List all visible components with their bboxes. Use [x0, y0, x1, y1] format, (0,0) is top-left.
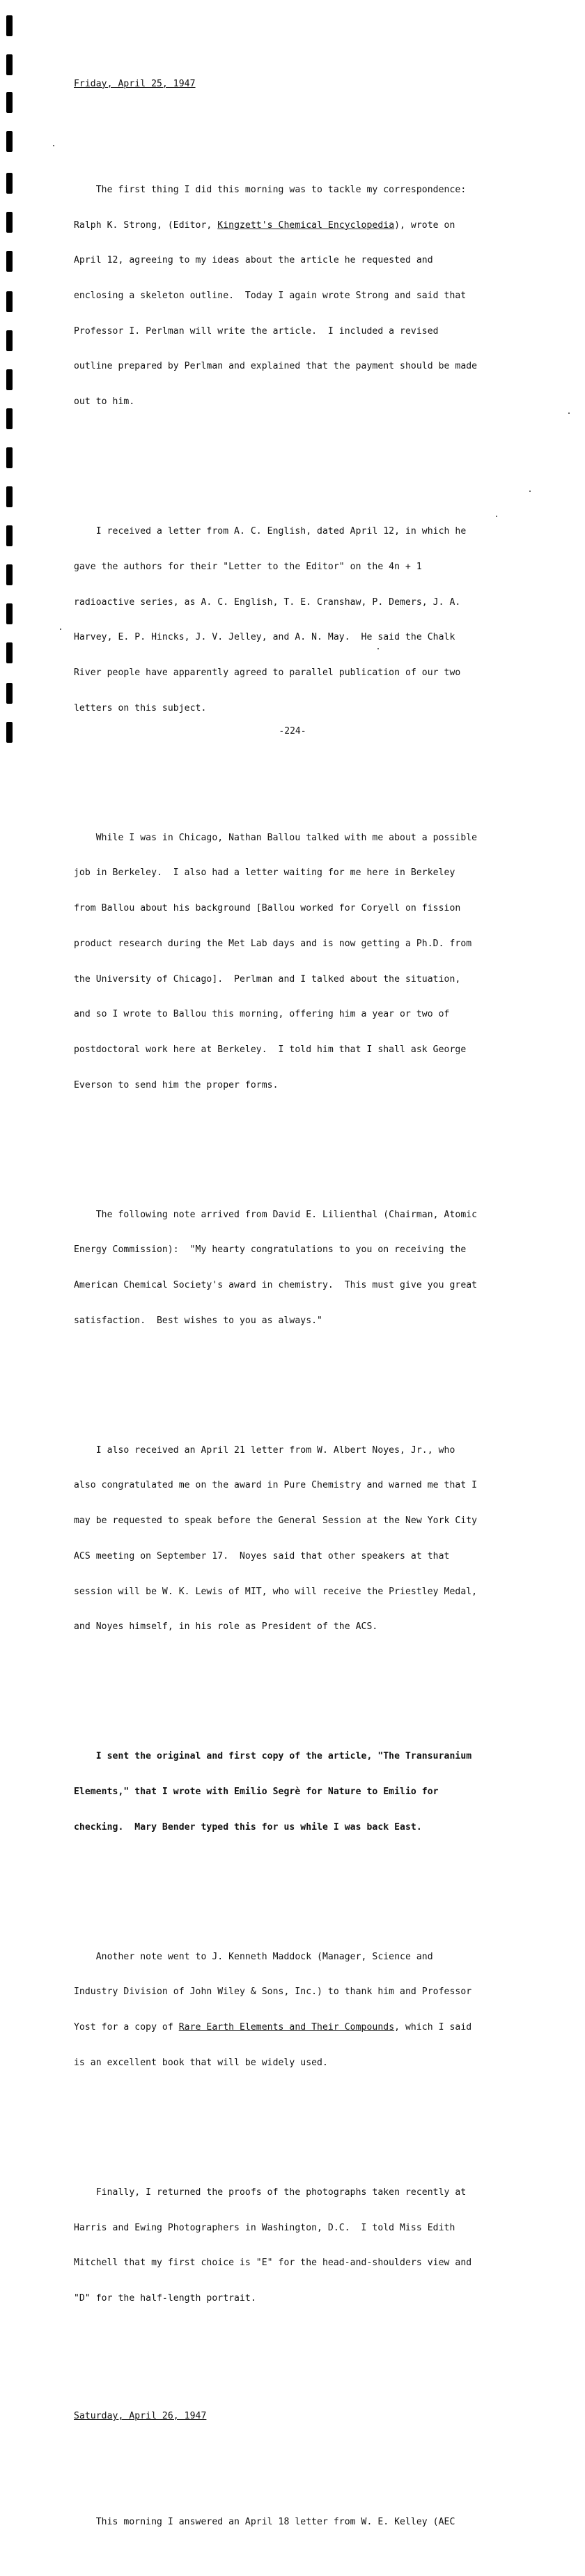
text-line: Finally, I returned the proofs of the photographs taken recently at: [74, 2186, 467, 2198]
text-line: postdoctoral work here at Berkeley. I told him that I shall ask George: [74, 1044, 467, 1055]
binder-mark: [6, 564, 13, 585]
text-line: and so I wrote to Ballou this morning, offering him a year or two of: [74, 1009, 450, 1020]
text-line: Another note went to J. Kenneth Maddock (Manager, Science and: [74, 1951, 433, 1962]
diary-text: [74, 43, 520, 2576]
text-line: is an excellent book that will be widely used.: [74, 2057, 328, 2068]
text-line: I also received an April 21 letter from W. Albert Noyes, Jr., who: [74, 1444, 455, 1456]
text-line: enclosing a skeleton outline. Today I again wrote Strong and said that: [74, 291, 467, 302]
text-line: gave the authors for their "Letter to the Editor" on the 4n + 1: [74, 561, 422, 572]
binder-mark: [6, 212, 13, 233]
binder-mark: [6, 408, 13, 429]
binder-mark: [6, 92, 13, 113]
text-line: American Chemical Society's award in chemistry. This must give you great: [74, 1280, 478, 1291]
text-line: job in Berkeley. I also had a letter waiting for me here in Berkeley: [74, 867, 455, 879]
text-line-end: ), wrote on: [394, 219, 455, 231]
text-line: and Noyes himself, in his role as President of the ACS.: [74, 1621, 378, 1633]
paragraph: [74, 1421, 520, 1657]
text-line-start: Yost for a copy of: [74, 2022, 179, 2033]
text-line: checking. Mary Bender typed this for us while I was back East.: [74, 1821, 422, 1833]
entry-date-heading: Friday, April 25, 1947: [74, 78, 196, 89]
paragraph: [74, 2164, 520, 2329]
text-line: This morning I answered an April 18 letter from W. E. Kelley (AEC: [74, 2517, 455, 2528]
text-line: Professor I. Perlman will write the article. I included a revised: [74, 325, 439, 337]
text-line: also congratulated me on the award in Pure Chemistry and warned me that I: [74, 1480, 478, 1491]
scan-speck: [60, 628, 61, 630]
text-line: [74, 2022, 520, 2034]
text-line: Elements," that I wrote with Emilio Segrè for Nature to Emilio for: [74, 1787, 439, 1798]
binder-mark: [6, 54, 13, 75]
binder-mark: [6, 603, 13, 624]
paragraph: [74, 161, 520, 432]
binder-mark: [6, 525, 13, 546]
binder-mark: [6, 291, 13, 312]
text-line: River people have apparently agreed to parallel publication of our two: [74, 668, 461, 678]
text-line: Everson to send him the proper forms.: [74, 1079, 279, 1090]
text-line: from Ballou about his background [Ballou worked for Coryell on fission: [74, 903, 461, 914]
text-line: out to him.: [74, 396, 135, 408]
paragraph-bold: [74, 1728, 520, 1858]
text-line: Energy Commission): "My hearty congratulations to you on receiving the: [74, 1244, 467, 1256]
text-line: While I was in Chicago, Nathan Ballou talked with me about a possible: [74, 832, 478, 843]
text-line: Mitchell that my first choice is "E" for the head-and-shoulders view and: [74, 2258, 472, 2269]
text-line: The first thing I did this morning was to tackle my correspondence:: [74, 184, 467, 195]
text-line: product research during the Met Lab days and is now getting a Ph.D. from: [74, 938, 472, 949]
paragraph: [74, 502, 520, 738]
text-line-end: , which I said: [394, 2022, 472, 2033]
text-line: outline prepared by Perlman and explained that the payment should be made: [74, 361, 478, 372]
scan-speck: [568, 412, 570, 414]
binder-mark: [6, 369, 13, 390]
text-line: letters on this subject.: [74, 702, 207, 714]
binder-mark: [6, 683, 13, 704]
text-line: Harris and Ewing Photographers in Washington, D.C. I told Miss Edith: [74, 2222, 455, 2233]
paragraph: [74, 809, 520, 1116]
book-title-text: Rare Earth Elements and Their Compounds: [178, 2022, 395, 2033]
paragraph: [74, 1928, 520, 2093]
scan-speck: [53, 145, 54, 146]
binder-hole-marks: [6, 0, 15, 758]
text-line: April 12, agreeing to my ideas about the article he requested and: [74, 255, 433, 266]
binder-mark: [6, 330, 13, 351]
text-line: I received a letter from A. C. English, dated April 12, in which he: [74, 526, 467, 537]
binder-mark: [6, 642, 13, 663]
binder-mark: [6, 251, 13, 272]
paragraph: [74, 2493, 520, 2552]
binder-mark: [6, 486, 13, 507]
binder-mark: [6, 15, 13, 36]
text-line-start: Ralph K. Strong, (Editor,: [74, 219, 218, 231]
text-line: ACS meeting on September 17. Noyes said that other speakers at that: [74, 1550, 450, 1561]
entry-date-heading: Saturday, April 26, 1947: [74, 2411, 207, 2422]
text-line: session will be W. K. Lewis of MIT, who will receive the Priestley Medal,: [74, 1586, 478, 1597]
binder-mark: [6, 131, 13, 152]
scan-speck: [529, 491, 531, 492]
text-line: Harvey, E. P. Hincks, J. V. Jelley, and A. N. May. He said the Chalk: [74, 632, 455, 643]
paragraph: [74, 1186, 520, 1351]
text-line: may be requested to speak before the General Session at the New York City: [74, 1515, 478, 1527]
binder-mark: [6, 447, 13, 468]
text-line: I sent the original and first copy of the article, "The Transuranium: [74, 1751, 472, 1762]
text-line: the University of Chicago]. Perlman and I talked about the situation,: [74, 973, 461, 985]
binder-mark: [6, 173, 13, 194]
text-line: "D" for the half-length portrait.: [74, 2292, 256, 2304]
text-line: [74, 220, 520, 232]
text-line: Industry Division of John Wiley & Sons, Inc.) to thank him and Professor: [74, 1987, 472, 1998]
text-line: satisfaction. Best wishes to you as always.": [74, 1315, 322, 1326]
text-line: The following note arrived from David E. Lilienthal (Chairman, Atomic: [74, 1209, 478, 1220]
book-title-link-text: Kingzett's Chemical Encyclopedia: [217, 219, 395, 231]
page-number: -224-: [279, 726, 306, 736]
text-line: radioactive series, as A. C. English, T. E. Cranshaw, P. Demers, J. A.: [74, 596, 461, 608]
